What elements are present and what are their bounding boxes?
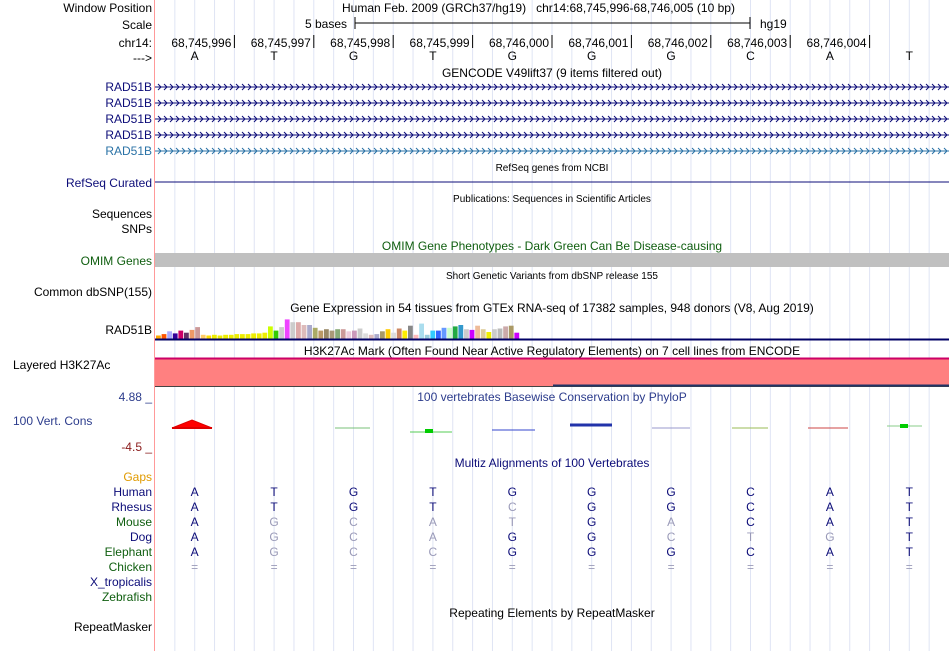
omim-gene-bar	[155, 253, 949, 267]
gtex-tissue-bar	[223, 335, 228, 339]
coordinate-label: 68,745,999	[409, 36, 470, 50]
multiz-base: T	[905, 500, 913, 514]
gtex-tissue-bar	[335, 329, 340, 339]
gtex-tissue-bar	[330, 331, 335, 339]
gtex-label[interactable]: RAD51B	[105, 323, 152, 337]
base-letter: T	[270, 49, 278, 63]
assembly-title	[342, 1, 735, 15]
gtex-tissue-bar	[419, 324, 424, 339]
multiz-base: G	[587, 485, 597, 499]
multiz-base: A	[190, 530, 199, 544]
coordinate-label: 68,745,998	[330, 36, 391, 50]
multiz-base: C	[666, 530, 676, 544]
position-readout: chr14:68,745,996-68,746,005 (10 bp)	[536, 1, 735, 15]
gtex-tissue-bar	[386, 329, 391, 339]
gtex-tissue-bar	[274, 331, 279, 339]
multiz-base: G	[666, 545, 676, 559]
coordinate-label: 68,746,000	[488, 36, 549, 50]
gtex-tissue-bar	[414, 335, 419, 339]
multiz-base: A	[825, 485, 834, 499]
gtex-tissue-bar	[324, 329, 329, 339]
gtex-tissue-bar	[285, 319, 290, 339]
gtex-tissue-bar	[162, 334, 167, 339]
multiz-base: =	[905, 560, 913, 574]
dbsnp-track-title: Short Genetic Variants from dbSNP release 155	[446, 271, 658, 282]
multiz-species-label[interactable]: Mouse	[115, 515, 152, 529]
publications-label-snps[interactable]: SNPs	[121, 222, 152, 236]
gtex-tissue-bar	[380, 331, 385, 339]
gtex-tissue-bar	[251, 333, 256, 339]
multiz-base: =	[746, 560, 755, 574]
gtex-tissue-bar	[475, 326, 480, 339]
multiz-base: T	[905, 545, 913, 559]
gtex-tissue-bar	[408, 326, 413, 339]
gtex-tissue-bar	[290, 322, 295, 339]
gencode-transcript-label[interactable]: RAD51B	[105, 96, 152, 110]
gtex-tissue-bar	[201, 335, 206, 339]
base-letter: G	[348, 49, 359, 63]
gtex-tissue-bar	[391, 333, 396, 339]
base-letter: G	[507, 49, 517, 63]
multiz-base: C	[746, 515, 755, 529]
gtex-tissue-bar	[425, 335, 430, 339]
multiz-base: G	[587, 515, 597, 529]
base-letter: G	[587, 49, 597, 63]
coordinate-label: 68,745,997	[250, 36, 311, 50]
gtex-tissue-bar	[346, 331, 351, 339]
phylop-max-label: 4.88 _	[118, 390, 152, 404]
scale-label: Scale	[121, 18, 152, 32]
base-letter: A	[190, 49, 199, 63]
refseq-track-title: RefSeq genes from NCBI	[495, 163, 609, 174]
window-position-label: Window Position	[63, 1, 152, 15]
multiz-base: G	[825, 530, 835, 544]
gtex-tissue-bar	[514, 333, 519, 339]
multiz-base: G	[507, 545, 517, 559]
omim-label[interactable]: OMIM Genes	[80, 254, 152, 268]
gencode-track-title: GENCODE V49lift37 (9 items filtered out)	[441, 66, 663, 80]
gtex-tissue-bar	[178, 331, 183, 339]
gtex-tissue-bar	[307, 325, 312, 339]
multiz-species-label[interactable]: Dog	[129, 530, 152, 544]
strand-arrow-label: --->	[133, 51, 152, 65]
gtex-tissue-bar	[464, 329, 469, 339]
gtex-tissue-bar	[268, 326, 273, 339]
multiz-base: A	[428, 515, 437, 529]
multiz-base: T	[746, 530, 755, 544]
publications-track-title: Publications: Sequences in Scientific Articles	[453, 194, 651, 205]
multiz-track-title: Multiz Alignments of 100 Vertebrates	[454, 456, 650, 470]
multiz-base: G	[269, 530, 279, 544]
h3k27ac-signal	[155, 359, 949, 386]
multiz-base: G	[507, 530, 517, 544]
gtex-tissue-bar	[190, 330, 195, 339]
gtex-tissue-bar	[302, 325, 307, 339]
gtex-tissue-bar	[453, 326, 458, 339]
phylop-label[interactable]: 100 Vert. Cons	[13, 414, 93, 428]
gtex-tissue-bar	[240, 334, 245, 339]
multiz-base: C	[746, 545, 755, 559]
base-letter: A	[825, 49, 834, 63]
multiz-base: T	[905, 530, 913, 544]
multiz-base: G	[348, 500, 359, 514]
gtex-tissue-bar	[313, 328, 318, 339]
multiz-base: G	[587, 545, 597, 559]
gtex-tissue-bar	[509, 326, 514, 339]
gtex-tissue-bar	[234, 334, 239, 339]
repeatmasker-track-title: Repeating Elements by RepeatMasker	[449, 606, 655, 620]
coordinate-label: 68,746,004	[806, 36, 867, 50]
gtex-tissue-bar	[358, 329, 363, 340]
multiz-base: A	[190, 485, 199, 499]
gtex-tissue-bar	[352, 331, 357, 339]
multiz-base: T	[270, 485, 278, 499]
chrom-label: chr14:	[118, 36, 152, 50]
multiz-species-label[interactable]: X_tropicalis	[89, 575, 152, 589]
gencode-transcript-label[interactable]: RAD51B	[105, 144, 152, 158]
multiz-base: =	[588, 560, 596, 574]
scale-text: 5 bases	[305, 17, 348, 31]
gtex-tissue-bar	[195, 327, 200, 339]
multiz-base: =	[191, 560, 199, 574]
multiz-base: =	[508, 560, 516, 574]
multiz-base: C	[746, 485, 755, 499]
base-letter: G	[666, 49, 676, 63]
multiz-base: A	[825, 545, 834, 559]
gtex-tissue-bar	[206, 336, 211, 340]
multiz-base: A	[190, 500, 199, 514]
gtex-tissue-bar	[430, 331, 435, 339]
multiz-base: G	[348, 485, 359, 499]
gtex-tissue-bar	[184, 333, 189, 339]
multiz-base: =	[349, 560, 358, 574]
omim-track-title: OMIM Gene Phenotypes - Dark Green Can Be Disease-causing	[381, 239, 723, 253]
publications-label-sequences[interactable]: Sequences	[91, 207, 152, 221]
multiz-base: A	[428, 530, 437, 544]
repeatmasker-label[interactable]: RepeatMasker	[73, 620, 152, 634]
multiz-base: T	[270, 500, 278, 514]
gtex-tissue-bar	[402, 331, 407, 339]
gtex-tissue-bar	[262, 333, 267, 339]
multiz-base: A	[825, 515, 834, 529]
multiz-species-label[interactable]: Zebrafish	[101, 590, 152, 604]
multiz-base: A	[190, 515, 199, 529]
multiz-base: =	[429, 560, 437, 574]
multiz-base: T	[905, 485, 913, 499]
phylop-track-title: 100 vertebrates Basewise Conservation by PhyloP	[417, 390, 687, 404]
multiz-base: G	[587, 500, 597, 514]
gtex-tissue-bar	[470, 330, 475, 339]
coordinate-label: 68,746,002	[647, 36, 708, 50]
multiz-gaps-label[interactable]: Gaps	[123, 470, 152, 484]
label-column-divider	[154, 0, 155, 651]
multiz-base: =	[667, 560, 675, 574]
multiz-base: T	[429, 485, 437, 499]
multiz-species-label[interactable]: Chicken	[108, 560, 152, 574]
gtex-track-title: Gene Expression in 54 tissues from GTEx RNA-seq of 17382 samples, 948 donors (V8, Aug 2019)	[290, 301, 814, 315]
multiz-base: G	[269, 515, 279, 529]
gtex-tissue-bar	[503, 326, 508, 339]
gtex-tissue-bar	[486, 332, 491, 339]
gtex-tissue-bar	[447, 328, 452, 339]
multiz-base: G	[507, 485, 517, 499]
gtex-tissue-bar	[436, 331, 441, 339]
multiz-species-label[interactable]: Human	[113, 485, 152, 499]
multiz-base: =	[270, 560, 278, 574]
gtex-tissue-bar	[212, 335, 217, 339]
gtex-tissue-bar	[363, 333, 368, 339]
multiz-base: A	[190, 545, 199, 559]
multiz-base: A	[667, 515, 676, 529]
multiz-species-label[interactable]: Elephant	[104, 545, 152, 559]
gtex-tissue-bar	[218, 336, 223, 340]
multiz-base: G	[269, 545, 279, 559]
gtex-tissue-bar	[167, 331, 172, 339]
phylop-min-label: -4.5 _	[121, 440, 152, 454]
scale-db: hg19	[760, 17, 787, 31]
multiz-base: G	[666, 485, 676, 499]
gtex-tissue-bar	[296, 322, 301, 339]
gtex-tissue-bar	[481, 329, 486, 339]
h3k27ac-label[interactable]: Layered H3K27Ac	[13, 358, 111, 372]
multiz-base: C	[349, 530, 358, 544]
gtex-tissue-bar	[341, 329, 346, 339]
multiz-base: =	[826, 560, 834, 574]
multiz-base: T	[429, 500, 437, 514]
gtex-tissue-bar	[229, 335, 234, 339]
multiz-base: G	[587, 530, 597, 544]
gtex-tissue-bar	[279, 327, 284, 339]
base-letter: C	[746, 49, 755, 63]
gtex-tissue-bar	[369, 335, 374, 339]
assembly-name: Human Feb. 2009 (GRCh37/hg19)	[342, 1, 527, 15]
base-letter: T	[905, 49, 913, 63]
gtex-tissue-bar	[257, 333, 262, 339]
multiz-base: T	[508, 515, 516, 529]
coordinate-label: 68,746,003	[727, 36, 788, 50]
multiz-base: C	[428, 545, 438, 559]
phylop-peak	[172, 420, 212, 428]
gtex-tissue-bar	[442, 328, 447, 339]
multiz-base: C	[349, 545, 358, 559]
gtex-tissue-bar	[458, 325, 463, 339]
gtex-tissue-bar	[498, 329, 503, 340]
multiz-base: C	[507, 500, 517, 514]
refseq-label[interactable]: RefSeq Curated	[65, 176, 152, 190]
coordinate-label: 68,745,996	[171, 36, 232, 50]
multiz-base: T	[905, 515, 913, 529]
multiz-base: C	[349, 515, 358, 529]
gtex-tissue-bar	[318, 331, 323, 339]
multiz-species-label[interactable]: Rhesus	[111, 500, 152, 514]
gtex-tissue-bar	[492, 329, 497, 339]
h3k27ac-track-title: H3K27Ac Mark (Often Found Near Active Regulatory Elements) on 7 cell lines from ENCODE	[303, 344, 801, 358]
multiz-base: G	[666, 500, 676, 514]
multiz-base: C	[746, 500, 755, 514]
gencode-transcript-label[interactable]: RAD51B	[105, 112, 152, 126]
multiz-base: A	[825, 500, 834, 514]
gtex-tissue-bar	[156, 336, 161, 340]
gtex-tissue-bar	[246, 334, 251, 339]
gtex-tissue-bar	[374, 334, 379, 339]
gencode-transcript-label[interactable]: RAD51B	[105, 128, 152, 142]
gtex-tissue-bar	[173, 333, 178, 339]
gencode-transcript-label[interactable]: RAD51B	[105, 80, 152, 94]
gtex-tissue-bar	[397, 329, 402, 340]
base-letter: T	[429, 49, 437, 63]
coordinate-label: 68,746,001	[568, 36, 629, 50]
dbsnp-label[interactable]: Common dbSNP(155)	[33, 285, 152, 299]
